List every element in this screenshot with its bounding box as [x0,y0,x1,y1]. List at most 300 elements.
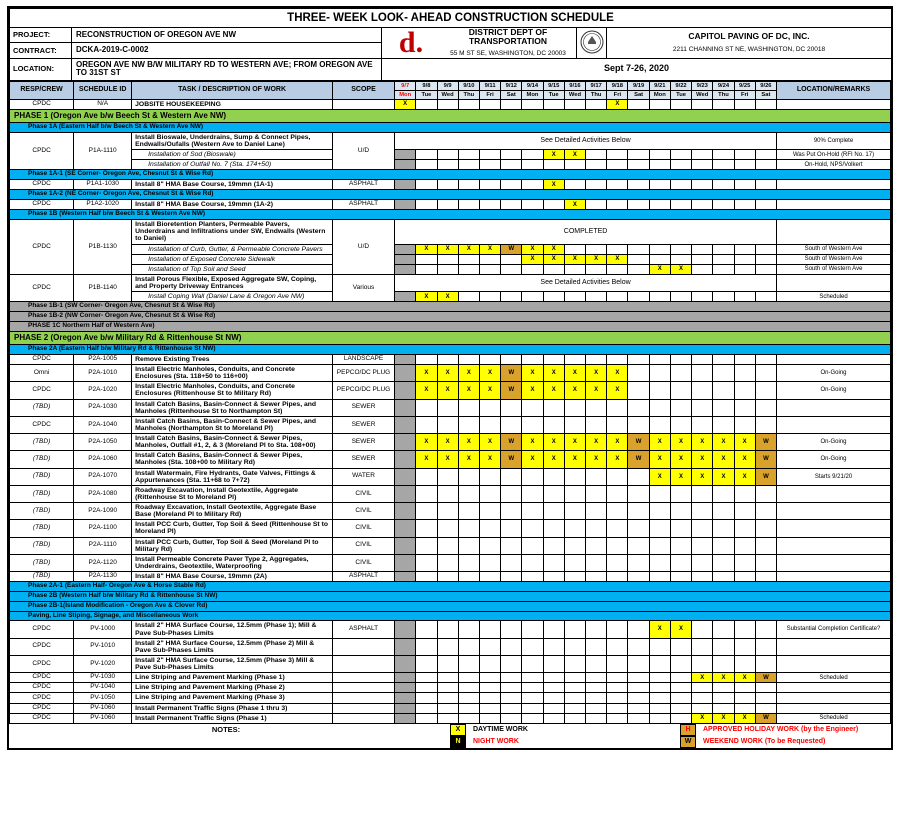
day-cell-9-25[interactable] [734,503,755,520]
day-cell-9-18[interactable] [607,292,628,302]
day-cell-9-14[interactable]: X [522,365,543,382]
day-cell-9-12[interactable] [501,150,522,160]
day-cell-9-8[interactable] [416,554,437,571]
day-cell-9-12[interactable] [501,354,522,364]
day-cell-9-22[interactable] [670,693,691,703]
day-cell-9-25[interactable] [734,638,755,655]
day-cell-9-12[interactable]: W [501,382,522,399]
day-cell-9-26[interactable] [755,399,776,416]
day-cell-9-10[interactable] [458,485,479,502]
day-cell-9-14[interactable] [522,621,543,638]
day-cell-9-17[interactable]: X [586,451,607,468]
day-cell-9-23[interactable] [692,382,713,399]
day-cell-9-22[interactable] [670,572,691,582]
day-cell-9-9[interactable] [437,99,458,109]
day-cell-9-25[interactable] [734,520,755,537]
day-cell-9-22[interactable] [670,180,691,190]
day-cell-9-16[interactable] [564,520,585,537]
day-cell-9-12[interactable] [501,655,522,672]
day-cell-9-19[interactable] [628,292,649,302]
day-cell-9-10[interactable] [458,537,479,554]
day-cell-9-14[interactable] [522,150,543,160]
day-cell-9-22[interactable] [670,713,691,723]
day-cell-9-7[interactable] [395,537,416,554]
day-cell-9-8[interactable] [416,703,437,713]
day-cell-9-14[interactable] [522,638,543,655]
day-cell-9-9[interactable]: X [437,292,458,302]
day-cell-9-11[interactable] [479,621,500,638]
day-cell-9-19[interactable]: W [628,434,649,451]
day-cell-9-12[interactable] [501,292,522,302]
day-cell-9-11[interactable] [479,713,500,723]
day-cell-9-9[interactable] [437,621,458,638]
day-cell-9-9[interactable] [437,160,458,170]
day-cell-9-21[interactable] [649,150,670,160]
day-cell-9-24[interactable] [713,254,734,264]
day-cell-9-24[interactable] [713,655,734,672]
day-cell-9-12[interactable]: W [501,434,522,451]
day-cell-9-16[interactable] [564,693,585,703]
day-cell-9-19[interactable] [628,537,649,554]
day-cell-9-25[interactable]: X [734,468,755,485]
day-cell-9-9[interactable] [437,150,458,160]
day-cell-9-25[interactable] [734,621,755,638]
day-cell-9-15[interactable] [543,703,564,713]
day-cell-9-11[interactable]: X [479,365,500,382]
day-cell-9-7[interactable] [395,150,416,160]
day-cell-9-12[interactable] [501,703,522,713]
day-cell-9-22[interactable] [670,655,691,672]
day-cell-9-24[interactable] [713,244,734,254]
day-cell-9-26[interactable] [755,382,776,399]
day-cell-9-23[interactable]: X [692,713,713,723]
day-cell-9-26[interactable] [755,180,776,190]
day-cell-9-15[interactable] [543,485,564,502]
day-cell-9-25[interactable] [734,683,755,693]
day-cell-9-7[interactable] [395,434,416,451]
day-cell-9-8[interactable] [416,399,437,416]
day-cell-9-8[interactable]: X [416,365,437,382]
day-cell-9-8[interactable] [416,180,437,190]
day-cell-9-26[interactable] [755,365,776,382]
day-cell-9-26[interactable]: W [755,434,776,451]
day-cell-9-12[interactable]: W [501,365,522,382]
day-cell-9-23[interactable] [692,520,713,537]
day-cell-9-18[interactable] [607,180,628,190]
day-cell-9-16[interactable] [564,485,585,502]
day-cell-9-18[interactable] [607,416,628,433]
day-cell-9-7[interactable] [395,399,416,416]
day-cell-9-16[interactable] [564,703,585,713]
day-cell-9-17[interactable] [586,703,607,713]
day-cell-9-16[interactable] [564,503,585,520]
day-cell-9-16[interactable] [564,655,585,672]
day-cell-9-16[interactable] [564,638,585,655]
day-cell-9-24[interactable] [713,693,734,703]
day-cell-9-22[interactable] [670,99,691,109]
day-cell-9-8[interactable] [416,537,437,554]
day-cell-9-11[interactable] [479,399,500,416]
day-cell-9-19[interactable] [628,99,649,109]
day-cell-9-10[interactable] [458,703,479,713]
day-cell-9-18[interactable] [607,673,628,683]
day-cell-9-10[interactable] [458,416,479,433]
day-cell-9-21[interactable] [649,292,670,302]
day-cell-9-8[interactable]: X [416,244,437,254]
day-cell-9-19[interactable] [628,503,649,520]
day-cell-9-17[interactable] [586,554,607,571]
day-cell-9-23[interactable] [692,150,713,160]
day-cell-9-24[interactable] [713,354,734,364]
day-cell-9-11[interactable] [479,150,500,160]
day-cell-9-21[interactable] [649,572,670,582]
day-cell-9-9[interactable] [437,264,458,274]
day-cell-9-21[interactable] [649,503,670,520]
day-cell-9-18[interactable] [607,244,628,254]
day-cell-9-11[interactable] [479,693,500,703]
day-cell-9-10[interactable] [458,180,479,190]
day-cell-9-14[interactable] [522,520,543,537]
day-cell-9-7[interactable]: X [395,99,416,109]
day-cell-9-21[interactable] [649,673,670,683]
day-cell-9-26[interactable] [755,354,776,364]
day-cell-9-14[interactable] [522,537,543,554]
day-cell-9-25[interactable] [734,572,755,582]
day-cell-9-14[interactable] [522,554,543,571]
day-cell-9-25[interactable] [734,354,755,364]
day-cell-9-16[interactable] [564,572,585,582]
day-cell-9-18[interactable] [607,638,628,655]
day-cell-9-24[interactable] [713,382,734,399]
day-cell-9-7[interactable] [395,365,416,382]
day-cell-9-22[interactable] [670,254,691,264]
day-cell-9-11[interactable]: X [479,451,500,468]
day-cell-9-23[interactable]: X [692,451,713,468]
day-cell-9-18[interactable]: X [607,254,628,264]
day-cell-9-8[interactable]: X [416,451,437,468]
day-cell-9-26[interactable] [755,200,776,210]
day-cell-9-10[interactable] [458,638,479,655]
day-cell-9-24[interactable] [713,537,734,554]
day-cell-9-11[interactable] [479,655,500,672]
day-cell-9-10[interactable] [458,713,479,723]
day-cell-9-21[interactable] [649,160,670,170]
day-cell-9-9[interactable] [437,693,458,703]
day-cell-9-21[interactable] [649,399,670,416]
day-cell-9-15[interactable]: X [543,180,564,190]
day-cell-9-10[interactable] [458,621,479,638]
day-cell-9-8[interactable] [416,416,437,433]
day-cell-9-16[interactable]: X [564,200,585,210]
day-cell-9-8[interactable] [416,673,437,683]
day-cell-9-14[interactable] [522,693,543,703]
day-cell-9-22[interactable]: X [670,451,691,468]
day-cell-9-17[interactable] [586,99,607,109]
day-cell-9-22[interactable] [670,365,691,382]
day-cell-9-14[interactable]: X [522,434,543,451]
day-cell-9-10[interactable] [458,264,479,274]
day-cell-9-15[interactable] [543,503,564,520]
day-cell-9-15[interactable]: X [543,365,564,382]
day-cell-9-10[interactable] [458,520,479,537]
day-cell-9-15[interactable] [543,683,564,693]
day-cell-9-7[interactable] [395,485,416,502]
day-cell-9-19[interactable] [628,244,649,254]
day-cell-9-26[interactable] [755,537,776,554]
day-cell-9-9[interactable] [437,554,458,571]
day-cell-9-18[interactable] [607,264,628,274]
day-cell-9-19[interactable] [628,572,649,582]
day-cell-9-17[interactable] [586,638,607,655]
day-cell-9-25[interactable] [734,382,755,399]
day-cell-9-11[interactable] [479,354,500,364]
day-cell-9-21[interactable] [649,520,670,537]
day-cell-9-23[interactable] [692,416,713,433]
day-cell-9-24[interactable] [713,683,734,693]
day-cell-9-14[interactable]: X [522,382,543,399]
day-cell-9-15[interactable] [543,160,564,170]
day-cell-9-26[interactable] [755,416,776,433]
day-cell-9-18[interactable] [607,399,628,416]
day-cell-9-12[interactable] [501,572,522,582]
day-cell-9-9[interactable] [437,655,458,672]
day-cell-9-14[interactable] [522,180,543,190]
day-cell-9-8[interactable] [416,354,437,364]
day-cell-9-8[interactable] [416,520,437,537]
day-cell-9-23[interactable] [692,264,713,274]
day-cell-9-17[interactable] [586,416,607,433]
day-cell-9-22[interactable] [670,160,691,170]
day-cell-9-14[interactable] [522,354,543,364]
day-cell-9-24[interactable] [713,572,734,582]
day-cell-9-8[interactable] [416,503,437,520]
day-cell-9-19[interactable] [628,683,649,693]
day-cell-9-21[interactable]: X [649,621,670,638]
day-cell-9-15[interactable] [543,399,564,416]
day-cell-9-24[interactable] [713,365,734,382]
day-cell-9-7[interactable] [395,693,416,703]
day-cell-9-21[interactable] [649,537,670,554]
day-cell-9-9[interactable] [437,673,458,683]
day-cell-9-23[interactable] [692,621,713,638]
day-cell-9-24[interactable] [713,638,734,655]
day-cell-9-11[interactable] [479,254,500,264]
day-cell-9-8[interactable] [416,693,437,703]
day-cell-9-23[interactable] [692,160,713,170]
day-cell-9-21[interactable] [649,99,670,109]
day-cell-9-14[interactable] [522,713,543,723]
day-cell-9-10[interactable] [458,693,479,703]
day-cell-9-18[interactable] [607,621,628,638]
day-cell-9-14[interactable] [522,160,543,170]
day-cell-9-16[interactable]: X [564,365,585,382]
day-cell-9-12[interactable] [501,683,522,693]
day-cell-9-23[interactable] [692,292,713,302]
day-cell-9-21[interactable] [649,683,670,693]
day-cell-9-22[interactable] [670,520,691,537]
day-cell-9-9[interactable] [437,713,458,723]
day-cell-9-24[interactable] [713,554,734,571]
day-cell-9-23[interactable] [692,99,713,109]
day-cell-9-17[interactable]: X [586,254,607,264]
day-cell-9-14[interactable] [522,99,543,109]
day-cell-9-15[interactable] [543,621,564,638]
day-cell-9-7[interactable] [395,655,416,672]
day-cell-9-9[interactable] [437,254,458,264]
day-cell-9-26[interactable] [755,503,776,520]
day-cell-9-26[interactable]: W [755,451,776,468]
day-cell-9-15[interactable]: X [543,150,564,160]
day-cell-9-10[interactable] [458,554,479,571]
day-cell-9-7[interactable] [395,200,416,210]
day-cell-9-23[interactable] [692,537,713,554]
day-cell-9-18[interactable]: X [607,451,628,468]
day-cell-9-10[interactable] [458,572,479,582]
day-cell-9-21[interactable] [649,200,670,210]
day-cell-9-8[interactable] [416,200,437,210]
day-cell-9-23[interactable]: X [692,468,713,485]
day-cell-9-26[interactable] [755,264,776,274]
day-cell-9-14[interactable] [522,703,543,713]
day-cell-9-17[interactable] [586,520,607,537]
day-cell-9-17[interactable] [586,673,607,683]
day-cell-9-10[interactable] [458,99,479,109]
day-cell-9-8[interactable] [416,99,437,109]
day-cell-9-11[interactable]: X [479,244,500,254]
day-cell-9-16[interactable] [564,354,585,364]
day-cell-9-26[interactable] [755,554,776,571]
day-cell-9-9[interactable] [437,520,458,537]
day-cell-9-8[interactable] [416,160,437,170]
day-cell-9-12[interactable] [501,254,522,264]
day-cell-9-8[interactable] [416,621,437,638]
day-cell-9-14[interactable] [522,399,543,416]
day-cell-9-15[interactable]: X [543,434,564,451]
day-cell-9-10[interactable]: X [458,382,479,399]
day-cell-9-12[interactable] [501,503,522,520]
day-cell-9-22[interactable]: X [670,468,691,485]
day-cell-9-15[interactable]: X [543,451,564,468]
day-cell-9-26[interactable]: W [755,468,776,485]
day-cell-9-24[interactable]: X [713,451,734,468]
day-cell-9-26[interactable] [755,292,776,302]
day-cell-9-18[interactable] [607,693,628,703]
day-cell-9-17[interactable] [586,572,607,582]
day-cell-9-12[interactable] [501,673,522,683]
day-cell-9-8[interactable] [416,713,437,723]
day-cell-9-17[interactable] [586,537,607,554]
day-cell-9-9[interactable] [437,399,458,416]
day-cell-9-25[interactable] [734,693,755,703]
day-cell-9-23[interactable] [692,365,713,382]
day-cell-9-15[interactable]: X [543,254,564,264]
day-cell-9-19[interactable] [628,160,649,170]
day-cell-9-25[interactable] [734,160,755,170]
day-cell-9-22[interactable] [670,683,691,693]
day-cell-9-24[interactable] [713,264,734,274]
day-cell-9-12[interactable] [501,537,522,554]
day-cell-9-19[interactable] [628,673,649,683]
day-cell-9-22[interactable]: X [670,621,691,638]
day-cell-9-21[interactable]: X [649,264,670,274]
day-cell-9-25[interactable]: X [734,713,755,723]
day-cell-9-11[interactable] [479,503,500,520]
day-cell-9-22[interactable] [670,399,691,416]
day-cell-9-15[interactable] [543,99,564,109]
day-cell-9-14[interactable] [522,485,543,502]
day-cell-9-19[interactable]: W [628,451,649,468]
day-cell-9-17[interactable]: X [586,382,607,399]
day-cell-9-18[interactable] [607,520,628,537]
day-cell-9-24[interactable] [713,520,734,537]
day-cell-9-21[interactable] [649,365,670,382]
day-cell-9-17[interactable] [586,200,607,210]
day-cell-9-12[interactable] [501,638,522,655]
day-cell-9-18[interactable] [607,554,628,571]
day-cell-9-23[interactable] [692,572,713,582]
day-cell-9-22[interactable]: X [670,264,691,274]
day-cell-9-22[interactable] [670,673,691,683]
day-cell-9-23[interactable] [692,655,713,672]
day-cell-9-22[interactable] [670,292,691,302]
day-cell-9-15[interactable] [543,554,564,571]
day-cell-9-25[interactable] [734,244,755,254]
day-cell-9-8[interactable]: X [416,434,437,451]
day-cell-9-24[interactable] [713,99,734,109]
day-cell-9-10[interactable] [458,200,479,210]
day-cell-9-7[interactable] [395,416,416,433]
day-cell-9-11[interactable] [479,638,500,655]
day-cell-9-18[interactable]: X [607,365,628,382]
day-cell-9-16[interactable] [564,468,585,485]
day-cell-9-7[interactable] [395,621,416,638]
day-cell-9-23[interactable] [692,683,713,693]
day-cell-9-19[interactable] [628,382,649,399]
day-cell-9-7[interactable] [395,554,416,571]
day-cell-9-24[interactable] [713,703,734,713]
day-cell-9-22[interactable] [670,416,691,433]
day-cell-9-21[interactable] [649,244,670,254]
day-cell-9-14[interactable] [522,572,543,582]
day-cell-9-15[interactable] [543,200,564,210]
day-cell-9-7[interactable] [395,683,416,693]
day-cell-9-16[interactable] [564,180,585,190]
day-cell-9-15[interactable] [543,572,564,582]
day-cell-9-11[interactable] [479,683,500,693]
day-cell-9-26[interactable] [755,160,776,170]
day-cell-9-12[interactable] [501,621,522,638]
day-cell-9-25[interactable] [734,292,755,302]
day-cell-9-16[interactable] [564,292,585,302]
day-cell-9-10[interactable] [458,655,479,672]
day-cell-9-10[interactable]: X [458,434,479,451]
day-cell-9-10[interactable]: X [458,365,479,382]
day-cell-9-8[interactable] [416,254,437,264]
day-cell-9-19[interactable] [628,399,649,416]
day-cell-9-16[interactable]: X [564,382,585,399]
day-cell-9-15[interactable] [543,416,564,433]
day-cell-9-9[interactable] [437,683,458,693]
day-cell-9-19[interactable] [628,713,649,723]
day-cell-9-24[interactable] [713,180,734,190]
day-cell-9-26[interactable]: W [755,673,776,683]
day-cell-9-26[interactable] [755,621,776,638]
day-cell-9-21[interactable] [649,703,670,713]
day-cell-9-21[interactable]: X [649,434,670,451]
day-cell-9-19[interactable] [628,638,649,655]
day-cell-9-23[interactable] [692,180,713,190]
day-cell-9-16[interactable] [564,713,585,723]
